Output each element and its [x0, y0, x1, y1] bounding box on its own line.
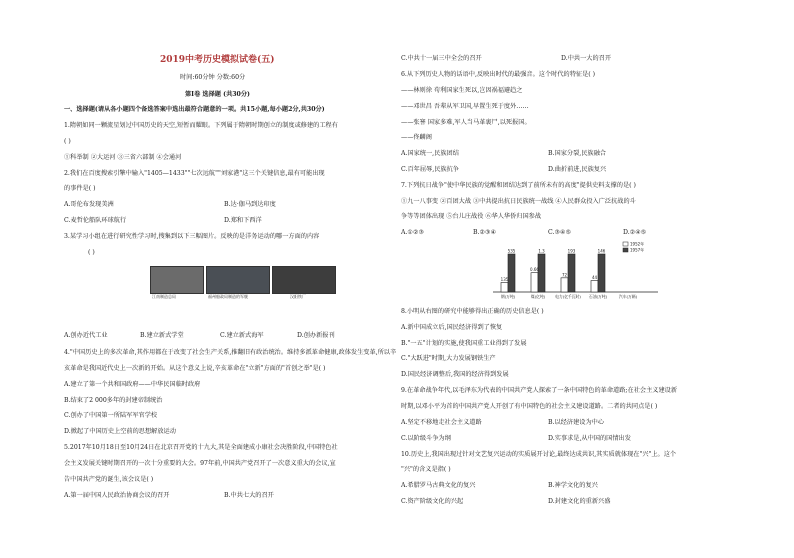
q9-option-b: B.以经济建设为中心: [548, 419, 605, 426]
q3-option-b: B.建立新式学堂: [140, 332, 184, 339]
q4-option-d: D.掀起了中国历史上空前的思想解放运动: [64, 428, 176, 435]
q8-option-c: C."大跃进"时期,大力发展钢铁生产: [401, 355, 496, 362]
value-label-1957-3: 146: [597, 248, 606, 254]
q3-photo-3: [272, 266, 336, 294]
category-label-4: 汽车(万辆): [618, 294, 638, 299]
exam-title: 2019中考历史模拟试卷(五): [160, 55, 275, 65]
q2-option-b: B.达·伽马到达印度: [224, 201, 276, 208]
bar-1952-3: [591, 281, 598, 292]
q7-option-b: B.②③④: [473, 229, 497, 236]
q8-option-b: B."一五"计划的实施,使我国重工业得到了发展: [401, 340, 527, 347]
q3-line2: ( ): [88, 249, 95, 256]
q6-quote-2: ——邓世昌 吾辈从军卫国,早置生死于度外……: [401, 103, 529, 110]
section-heading: 一、选择题(请从各小题四个备选答案中选出最符合题意的一项。共15小题,每小题2分,共30分): [64, 106, 325, 113]
q10-line2: "兴"的含义是指( ): [401, 466, 451, 473]
bar-1952-2: [561, 278, 568, 292]
legend-swatch-1957: [623, 248, 628, 252]
q7-option-c: C.③④⑤: [548, 229, 572, 236]
q10-option-a: A.希腊罗马古典文化的复兴: [401, 482, 476, 489]
right-column: [397, 0, 794, 558]
q2-option-a: A.哥伦布发现美洲: [64, 201, 114, 208]
q4-option-b: B.结束了2 000多年的封建帝制统治: [64, 397, 163, 404]
production-bar-chart: [493, 240, 663, 302]
exam-meta: 时间:60分钟 分数:60分: [180, 74, 246, 81]
q4-option-a: A.建立了第一个共和国政府——中华民国临时政府: [64, 381, 201, 388]
q6-option-a: A.国家统一,民族团结: [401, 150, 459, 157]
q6-quote-1: ——林则徐 苟利国家生死以,岂因祸福避趋之: [401, 87, 523, 94]
q4-line2: 亥革命是我国近代史上一次新的开始。从这个意义上说,辛亥革命在"立新"方面的"首创之举"是( ): [64, 365, 326, 372]
q9-option-d: D.实事求是,从中国的国情出发: [548, 435, 631, 442]
q3-option-d: D.创办新报刊: [297, 332, 335, 339]
q5-option-d: D.中共一大的召开: [561, 55, 612, 62]
q9-line1: 9.在革命战争年代,以毛泽东为代表的中国共产党人探索了一条中国特色的革命道路;在社会主义建设新: [401, 387, 678, 394]
q8-line: 8.小明从右图的研究中能够得出正确的历史信息是( ): [401, 308, 544, 315]
q5-line3: 告中国共产党的诞生,该会议是( ): [64, 476, 154, 483]
legend-label-1952: 1952年: [630, 241, 645, 247]
part-heading: 第Ⅰ卷 选择题 (共30分): [185, 91, 250, 98]
q7-option-a: A.①②③: [401, 229, 425, 236]
q7-items: ①九一八事变 ②百团大战 ③中共提出抗日民族统一战线 ④人民群众投入广泛抗战的斗: [401, 198, 636, 205]
q3-photo-2: [206, 266, 270, 294]
value-label-1952-3: 44: [591, 275, 598, 281]
value-label-1952-2: 72: [561, 272, 568, 278]
q6-option-c: C.百年屈辱,民族抗争: [401, 166, 459, 173]
q2-line1: 2.我们在百度搜索引擎中输入"1405—1433""七次远航""刘家港"这三个关键信息,最有可能出现: [64, 170, 325, 177]
value-label-1957-2: 193: [567, 248, 576, 254]
q6-option-d: D.曲折前进,民族复兴: [548, 166, 607, 173]
q2-option-d: D.郑和下西洋: [224, 217, 262, 224]
category-label-0: 钢(万吨): [500, 294, 516, 299]
value-label-1952-0: 135: [500, 276, 509, 282]
q10-line1: 10.历史上,我国出现过针对文艺复兴运动的实质展开讨论,最终达成共识,其实质就体现在"兴"上。这个: [401, 451, 677, 458]
q5-option-b: B.中共七大的召开: [224, 492, 274, 499]
q3-option-a: A.创办近代工业: [64, 332, 108, 339]
q7-items-2: 争等等团体出现 ⑤台儿庄战役 ⑥华人华侨归国参战: [401, 213, 542, 220]
bar-1957-0: [508, 254, 515, 292]
q3-option-c: C.建立新式海军: [220, 332, 264, 339]
q6-quote-4: ——佟麟阁: [401, 134, 432, 141]
q10-option-d: D.封建文化的重新兴盛: [548, 498, 611, 505]
q5-option-a: A.第一届中国人民政治协商会议的召开: [64, 492, 170, 499]
q3-caption-3: 汉阳铁厂: [290, 294, 306, 299]
q3-photo-group: [150, 266, 340, 302]
bar-1957-3: [598, 254, 605, 292]
q4-option-c: C.创办了中国第一所陆军军官学校: [64, 412, 158, 419]
q10-option-b: B.神学文化的复兴: [548, 482, 598, 489]
q1-options: ①科举制 ②大运河 ③三省六部制 ④会通河: [64, 154, 182, 161]
value-label-1957-1: 1.3: [538, 248, 545, 254]
q2-option-c: C.麦哲伦船队环球航行: [64, 217, 127, 224]
category-label-1: 煤(亿吨): [530, 294, 546, 299]
q5-option-c: C.中共十一届三中全会的召开: [401, 55, 482, 62]
legend-label-1957: 1957年: [630, 247, 645, 253]
q6-quote-3: ——张謇 国家多难,军人当马革裹尸,以死报国。: [401, 119, 531, 126]
bar-1952-1: [531, 273, 538, 292]
q7-line: 7.下列抗日战争"使中华民族的觉醒和团结达到了前所未有的高度"提供史料支撑的是( ): [401, 182, 636, 189]
q6-line: 6.从下列历史人物的话语中,反映出时代的最强音。这个时代的特征是( ): [401, 71, 596, 78]
q5-line1: 5.2017年10月18日至10月24日在北京召开党的十九大,其是全面建成小康社会决胜阶段,中国特色社: [64, 444, 338, 451]
q3-caption-2: 福州船政局制造的军舰: [208, 294, 248, 299]
q8-option-a: A.新中国成立后,国民经济得到了恢复: [401, 324, 503, 331]
q9-line2: 时期,以邓小平为首的中国共产党人开创了有中国特色的社会主义建设道路。二者的共同点是( ): [401, 403, 658, 410]
category-label-2: 电力(亿千瓦时): [555, 294, 581, 299]
value-label-1957-0: 535: [507, 248, 516, 254]
value-label-1952-1: 0.66: [530, 267, 539, 273]
bar-1952-0: [501, 282, 508, 292]
q4-line1: 4."中国历史上的多次革命,其作用都在于改变了社会生产关系,推翻旧有政治统治。维持多派革命健康,政体发生变革,所以辛: [64, 349, 397, 356]
q6-option-b: B.国家分裂,民族融合: [548, 150, 606, 157]
bar-1957-2: [568, 254, 575, 292]
q2-line2: 的事件是( ): [64, 185, 96, 192]
q5-line2: 会主义发展关键时期召开的一次十分重要的大会。97年前,中国共产党召开了一次意义重大的会议,宣: [64, 460, 336, 467]
bar-1957-1: [538, 254, 545, 292]
q1-line2: ( ): [64, 138, 71, 145]
q3-line1: 3.某学习小组在进行研究性学习时,搜集到以下三幅图片。反映的是洋务运动的哪一方面的内容: [64, 233, 320, 240]
q7-option-d: D.②④⑤: [623, 229, 647, 236]
q9-option-c: C.以阶级斗争为纲: [401, 435, 451, 442]
q10-option-c: C.资产阶级文化的兴起: [401, 498, 464, 505]
q9-option-a: A.坚定不移地走社会主义道路: [401, 419, 482, 426]
category-label-3: 石油(万吨): [588, 294, 608, 299]
q8-option-d: D.国民经济调整后,我国的经济得到发展: [401, 371, 509, 378]
q3-caption-1: 江南制造总局: [152, 294, 176, 299]
q3-photo-1: [150, 266, 204, 294]
q1-line1: 1.隋朝如同一颗流星划过中国历史的天空,短暂而耀眼。下列属于隋朝时期创立的制度或修建的工程有: [64, 122, 338, 129]
legend-swatch-1952: [623, 242, 628, 246]
